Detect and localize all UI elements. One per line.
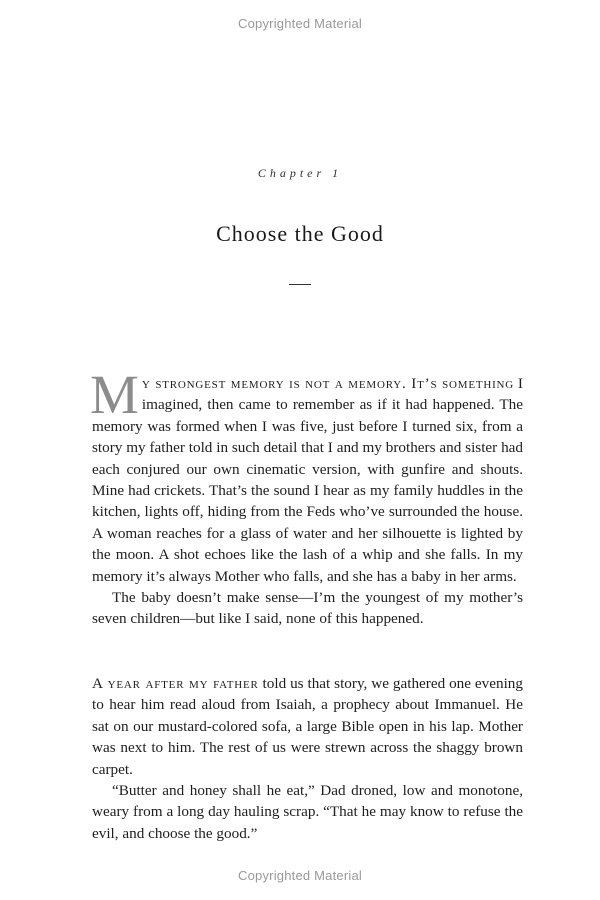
watermark-top: Copyrighted Material [238, 16, 362, 31]
paragraph-1 [90, 364, 523, 587]
paragraph-1-text: I imagined, then came to remember as if it had happened. The memory was formed when I was five, just before I turned six, from a story my father told in such detail that I and my brothers and sister had each conjured our own cinematic version, with gunfire and shouts. Mine had crickets. That’s the sound I hear as my family huddles in the kitchen, lights off, hiding from the Feds who’ve surrounded the house. A woman reaches for a glass of water and her silhouette is lighted by the moon. A shot echoes like the lash of a whip and she falls. In my memory it’s always Mother who falls, and she has a baby in her arms. [92, 375, 523, 585]
paragraph-4: “Butter and honey shall he eat,” Dad droned, low and monotone, weary from a long day hauling scrap. “That he may know to refuse the evil, and choose the good.” [92, 782, 523, 842]
watermark-bottom: Copyrighted Material [238, 868, 362, 883]
chapter-label: Chapter 1 [257, 166, 343, 180]
paragraph-3-text: told us that story, we gathered one evening to hear him read aloud from Isaiah, a prophecy about Immanuel. He sat on our mustard-colored sofa, a large Bible open in his lap. Mother was next to him. The rest of us were strewn across the shaggy brown carpet. [92, 675, 523, 778]
section-one [90, 364, 523, 630]
paragraph-2: The baby doesn’t make sense—I’m the youngest of my mother’s seven children—but like I said, none of this happened. [92, 589, 523, 628]
chapter-title: Choose the Good [216, 221, 384, 246]
drop-cap: M [90, 364, 139, 425]
section-two-lead-in-small-caps: A year after my father [92, 675, 259, 692]
section-two [92, 673, 523, 844]
title-ornament-rule [289, 284, 311, 285]
paragraph-3 [92, 673, 523, 780]
lead-in-small-caps: y strongest memory is not a memory. It’s something [141, 375, 515, 392]
